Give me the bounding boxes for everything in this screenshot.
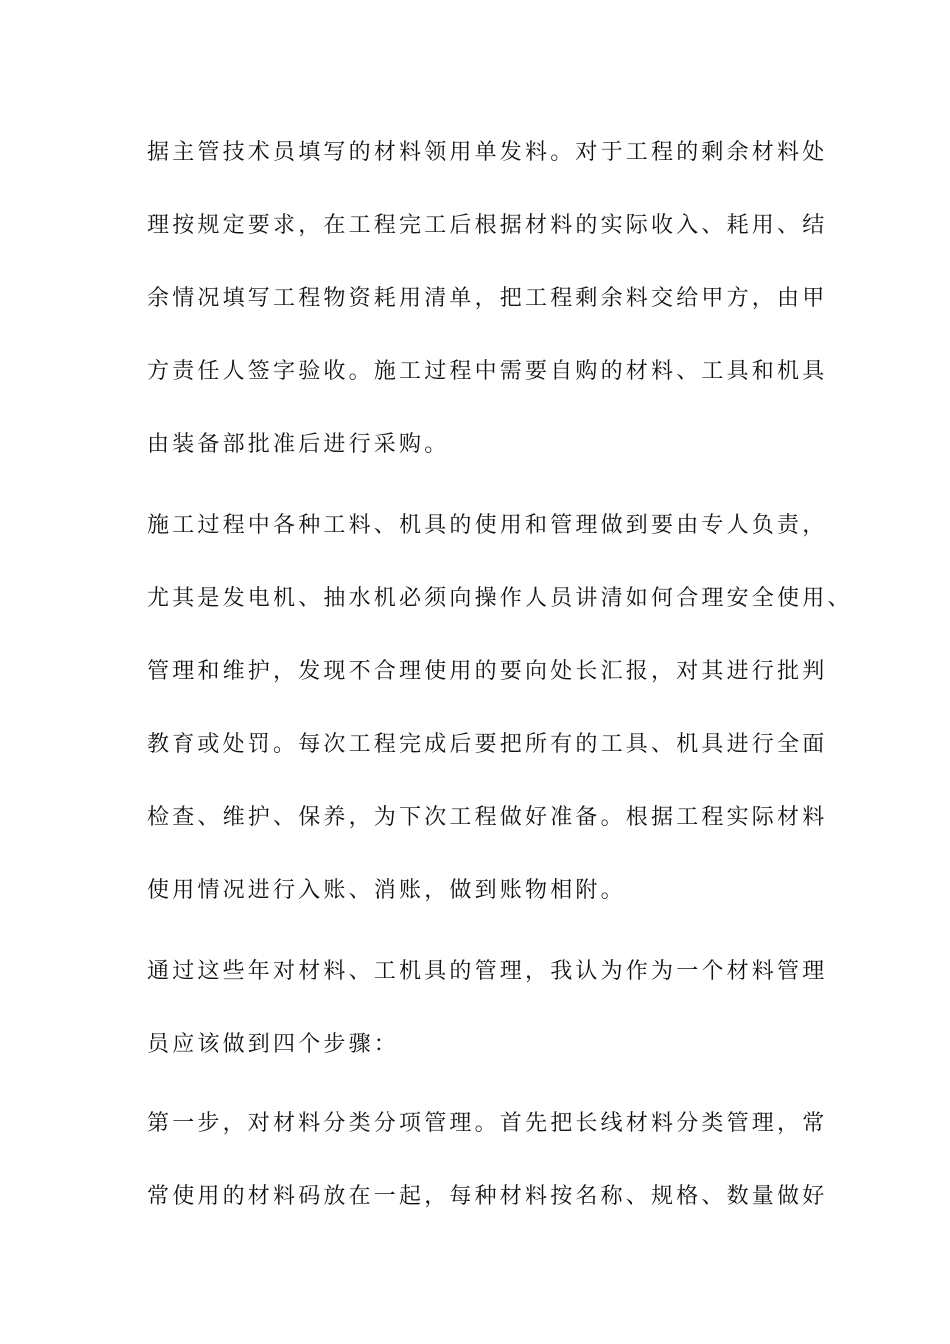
text-line-2: 理按规定要求，在工程完工后根据材料的实际收入、耗用、结 [147, 213, 828, 238]
text-line-10: 检查、维护、保养，为下次工程做好准备。根据工程实际材料 [147, 805, 828, 830]
text-line-4: 方责任人签字验收。施工过程中需要自购的材料、工具和机具 [147, 359, 828, 384]
text-line-14: 第一步，对材料分类分项管理。首先把长线材料分类管理，常 [147, 1111, 828, 1136]
text-line-15: 常使用的材料码放在一起，每种材料按名称、规格、数量做好 [147, 1184, 828, 1209]
text-line-7: 尤其是发电机、抽水机必须向操作人员讲清如何合理安全使用、 [147, 586, 853, 611]
text-line-1: 据主管技术员填写的材料领用单发料。对于工程的剩余材料处 [147, 140, 828, 165]
text-line-5: 由装备部批准后进行采购。 [147, 432, 450, 457]
text-line-11: 使用情况进行入账、消账，做到账物相附。 [147, 878, 626, 903]
text-line-13: 员应该做到四个步骤： [147, 1032, 400, 1057]
text-line-6: 施工过程中各种工料、机具的使用和管理做到要由专人负责， [147, 513, 828, 538]
text-line-9: 教育或处罚。每次工程完成后要把所有的工具、机具进行全面 [147, 732, 828, 757]
text-line-3: 余情况填写工程物资耗用清单，把工程剩余料交给甲方，由甲 [147, 286, 828, 311]
text-line-12: 通过这些年对材料、工机具的管理，我认为作为一个材料管理 [147, 959, 828, 984]
text-line-8: 管理和维护，发现不合理使用的要向处长汇报，对其进行批判 [147, 659, 828, 684]
